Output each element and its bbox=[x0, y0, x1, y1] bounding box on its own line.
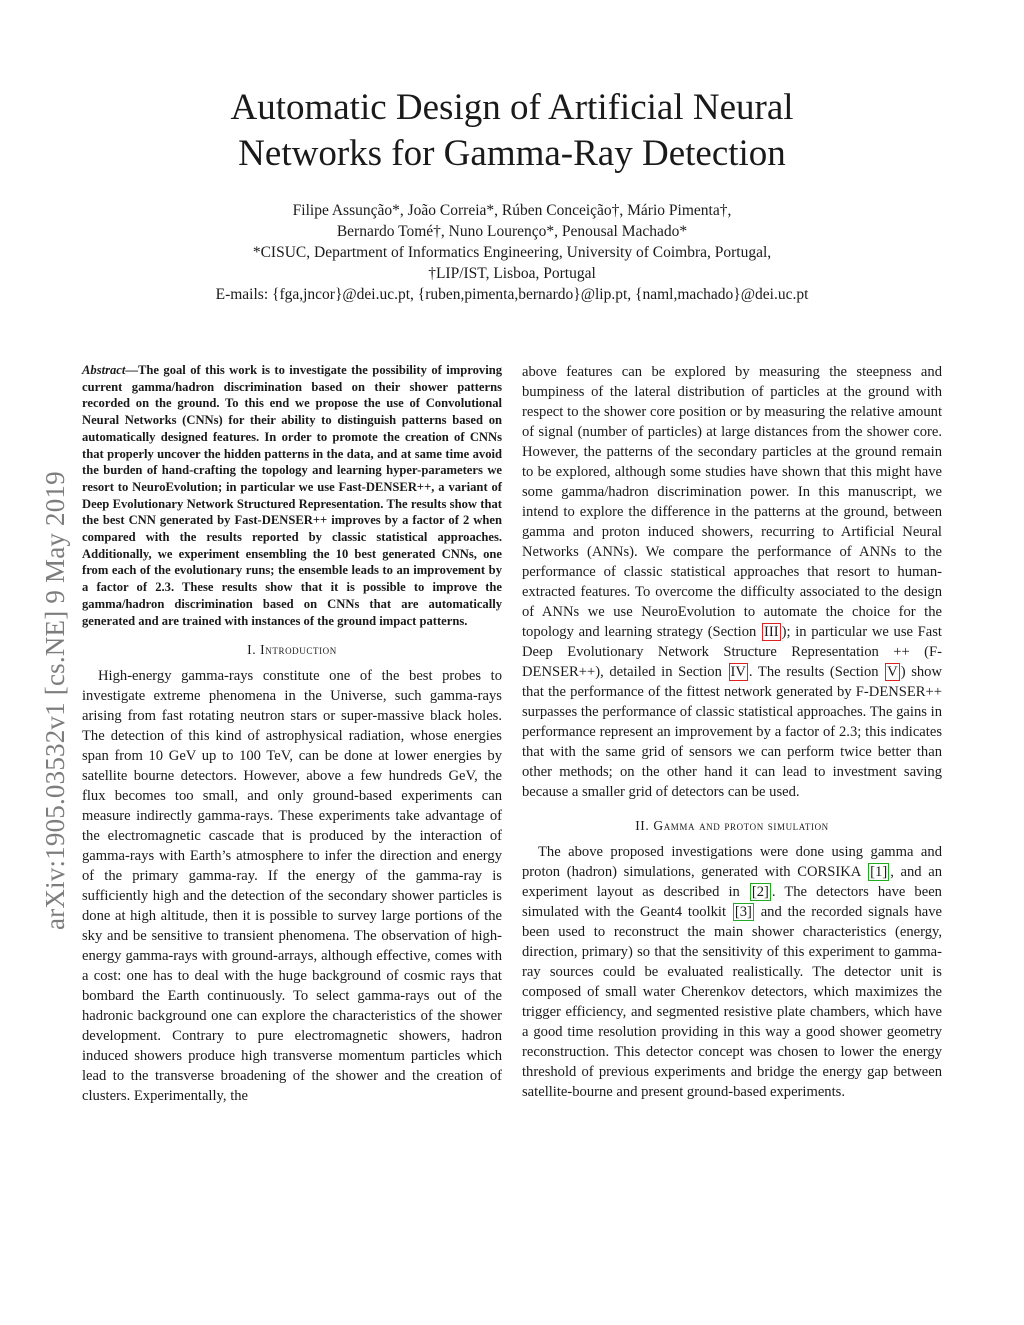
intro-text-d: ) show that the performance of the fittest network generated by F-DENSER++ surpasses the performance of classic statistical approaches. The gains in performance represent an improvement by a factor of 2.3; this indicates that with the same grid of sensors we can perform twice better than other methods; on the other hand it can lead to investment saving because a smaller grid of detectors can be used. bbox=[522, 664, 943, 800]
intro-text-b: ); in particular we use Fast Deep Evolutionary Network Structure Representation ++ (F-DENSER++), detailed in Section bbox=[522, 624, 942, 680]
sim-text-b: , and an experiment layout as described in bbox=[522, 864, 942, 900]
section-number-1: I. bbox=[247, 642, 261, 658]
citation-link-1[interactable]: [1] bbox=[870, 864, 888, 880]
section-title-2: Gamma and proton simulation bbox=[653, 818, 829, 833]
section-link-v[interactable]: V bbox=[887, 664, 898, 680]
citation-link-2[interactable]: [2] bbox=[751, 884, 769, 900]
title-line-1: Automatic Design of Artificial Neural bbox=[230, 87, 794, 128]
simulation-paragraph bbox=[522, 842, 942, 1102]
title-line-2: Networks for Gamma-Ray Detection bbox=[238, 133, 786, 174]
abstract-text: —The goal of this work is to investigate the possibility of improving current gamma/hadron discrimination based on their shower patterns recorded on the ground. To this end we propose the use of Convolutional Neural Networks (CNNs) for their ability to distinguish patterns based on automatically designed features. In order to promote the creation of CNNs that properly uncover the hidden patterns in the data, and at same time avoid the burden of hand-crafting the topology and learning hyper-parameters we resort to NeuroEvolution; in particular we use Fast-DENSER++, a variant of Deep Evolutionary Network Structured Representation. The results show that the best CNN generated by Fast-DENSER++ improves by a factor of 2 when compared with the results reported by classic statistical approaches. Additionally, we experiment ensembling the 10 best generated CNNs, one from each of the evolutionary runs; the ensemble leads to an improvement by a factor of 2.3. These results show that it is possible to improve the gamma/hadron discrimination based on CNNs that are automatically generated and are trained with instances of the ground impact patterns. bbox=[82, 363, 502, 628]
paper-title bbox=[150, 85, 874, 177]
author-names-line-2: Bernardo Tomé†, Nuno Lourenço*, Penousal Machado* bbox=[336, 223, 688, 240]
abstract-label: Abstract bbox=[82, 363, 126, 377]
section-number-2: II. bbox=[635, 818, 654, 833]
introduction-continued-paragraph bbox=[522, 362, 942, 802]
right-column bbox=[522, 362, 942, 1102]
section-link-iv[interactable]: IV bbox=[730, 664, 746, 680]
author-emails: E-mails: {fga,jncor}@dei.uc.pt, {ruben,pimenta,bernardo}@lip.pt, {naml,machado}@dei.uc.pt bbox=[215, 286, 809, 303]
intro-text-c: . The results (Section bbox=[748, 664, 885, 680]
intro-text-a: above features can be explored by measuring the steepness and bumpiness of the lateral distribution of particles at the ground with respect to the shower core position or by measuring the relative amount of signal (number of particles) at large distances from the shower core. However, the patterns of the secondary particles at the ground remain to be explored, although some studies have shown that this might have some gamma/hadron discrimination power. In this manuscript, we intend to explore the difference in the patterns at the ground, between gamma and proton induced showers, recurring to Artificial Neural Networks (ANNs). We compare the performance of ANNs to the performance of classic statistical approaches that resort to human-extracted features. To overcome the difficulty associated to the design of ANNs we use NeuroEvolution to automate the choice for the topology and learning strategy (Section bbox=[522, 364, 942, 640]
abstract bbox=[82, 362, 502, 629]
affiliation-cisuc: *CISUC, Department of Informatics Engineering, University of Coimbra, Portugal, bbox=[252, 244, 772, 261]
sim-text-c: . The detectors have been simulated with the Geant4 toolkit bbox=[522, 884, 942, 920]
affiliation-lip: †LIP/IST, Lisboa, Portugal bbox=[428, 265, 596, 282]
introduction-paragraph: High-energy gamma-rays constitute one of the best probes to investigate extreme phenomena in the Universe, such gamma-rays arising from fast rotating neutron stars or super-massive black holes. The detection of this kind of astrophysical radiation, whose energies span from 10 GeV up to 100 TeV, can be done at lower energies by satellite bourne detectors. However, above a few hundreds GeV, the flux becomes too small, and only ground-based experiments can measure indirectly gamma-rays. These experiments take advantage of the electromagnetic cascade that is produced by the interaction of gamma-rays with Earth’s atmosphere to infer the direction and energy of the primary gamma-ray. If the energy of the gamma-ray is sufficiently high and the detection of the secondary shower particles is done at high altitude, then it is possible to survey large portions of the sky and be sensitive to transient phenomena. The observation of high-energy gamma-rays with ground-arrays, although effective, comes with a cost: one has to deal with the huge background of cosmic rays that bombard the Earth continuously. To select gamma-rays out of the hadronic background one can explore the characteristics of the shower development. Contrary to pure electromagnetic showers, hadron induced showers produce high transverse momentum particles which lead to the transverse broadening of the shower and the creation of clusters. Experimentally, the bbox=[82, 668, 502, 1105]
section-heading-introduction bbox=[82, 642, 502, 658]
section-title-1: Introduction bbox=[260, 642, 337, 658]
author-names-line-1: Filipe Assunção*, João Correia*, Rúben Conceição†, Mário Pimenta†, bbox=[292, 202, 732, 219]
section-link-iii[interactable]: III bbox=[764, 624, 779, 640]
author-block bbox=[110, 200, 914, 305]
section-heading-simulation bbox=[522, 818, 942, 834]
sim-text-a: The above proposed investigations were done using gamma and proton (hadron) simulations, generated with CORSIKA bbox=[522, 844, 942, 880]
arxiv-identifier[interactable]: arXiv:1905.03532v1 [cs.NE] 9 May 2019 bbox=[40, 471, 70, 930]
citation-link-3[interactable]: [3] bbox=[734, 904, 752, 920]
sim-text-d: and the recorded signals have been used to reconstruct the main shower characteristics (energy, direction, primary) so that the sensitivity of this experiment to gamma-ray sources could be evaluated realistically. The detector unit is composed of small water Cherenkov detectors, which maximizes the trigger efficiency, and segmented resistive plate chambers, which have a good time resolution providing in this way a good shower geometry reconstruction. This detector concept was chosen to lower the energy threshold of previous experiments and bridge the energy gap between satellite-bourne and present ground-based experiments. bbox=[522, 904, 942, 1100]
left-column bbox=[82, 362, 502, 1106]
